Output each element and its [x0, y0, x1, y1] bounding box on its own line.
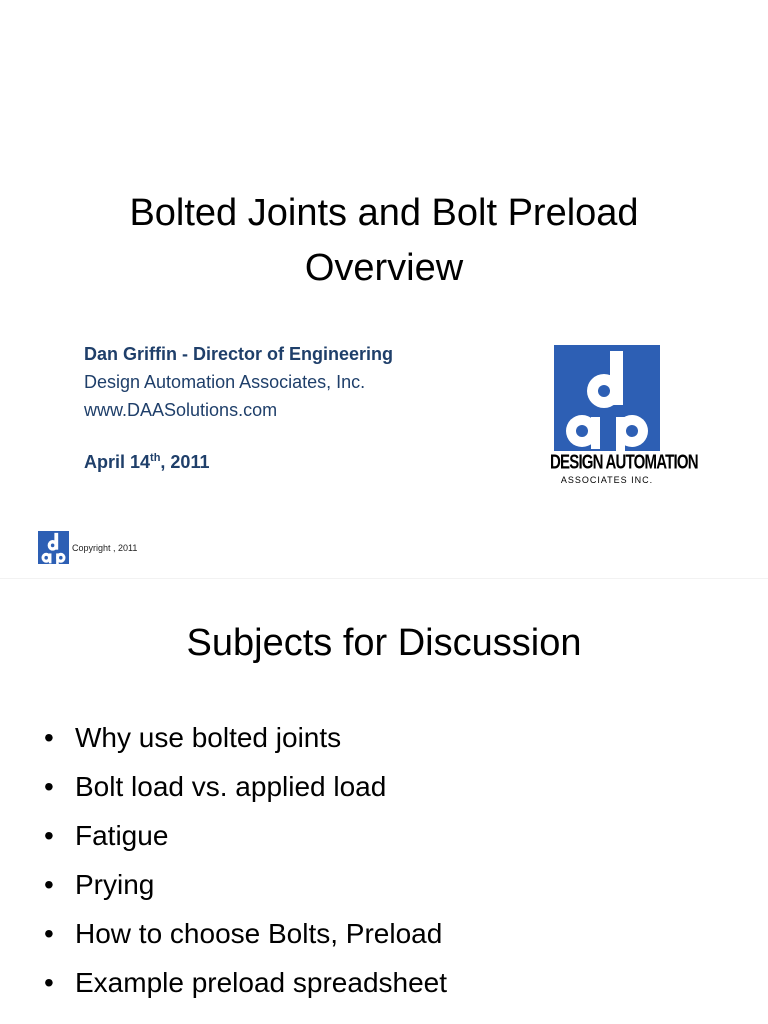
logo-text-line-1: DESIGN AUTOMATION: [550, 451, 698, 474]
list-item: • Why use bolted joints: [44, 713, 447, 762]
author-block: [84, 340, 393, 424]
company-logo: [550, 345, 698, 485]
slide-divider: [0, 578, 768, 579]
slide-title: [60, 186, 708, 296]
copyright-text: Copyright , 2011: [72, 543, 138, 553]
date-superscript: th: [150, 452, 161, 464]
small-logo-icon: [38, 531, 69, 564]
list-item: • Bolt load vs. applied load: [44, 762, 447, 811]
bullet-list: [44, 713, 447, 1007]
company-name: Design Automation Associates, Inc.: [84, 372, 366, 392]
list-item: • Prying: [44, 860, 447, 909]
list-item: • Fatigue: [44, 811, 447, 860]
title-line-1: Bolted Joints and Bolt Preload: [129, 192, 639, 234]
agenda-slide: [0, 580, 768, 1024]
author-name: Dan Griffin - Director of Engineering: [84, 344, 394, 364]
presentation-date: [84, 452, 209, 473]
list-item: • How to choose Bolts, Preload: [44, 909, 447, 958]
date-prefix: April 14: [84, 452, 151, 472]
title-line-2: Overview: [304, 247, 464, 289]
slide-title: Subjects for Discussion: [186, 622, 582, 664]
website-link[interactable]: www.DAASolutions.com: [84, 400, 278, 420]
logo-text-line-2: ASSOCIATES INC.: [560, 475, 654, 485]
list-item: • Example preload spreadsheet: [44, 958, 447, 1007]
date-suffix: , 2011: [160, 452, 210, 472]
logo-mark-icon: [554, 345, 660, 451]
